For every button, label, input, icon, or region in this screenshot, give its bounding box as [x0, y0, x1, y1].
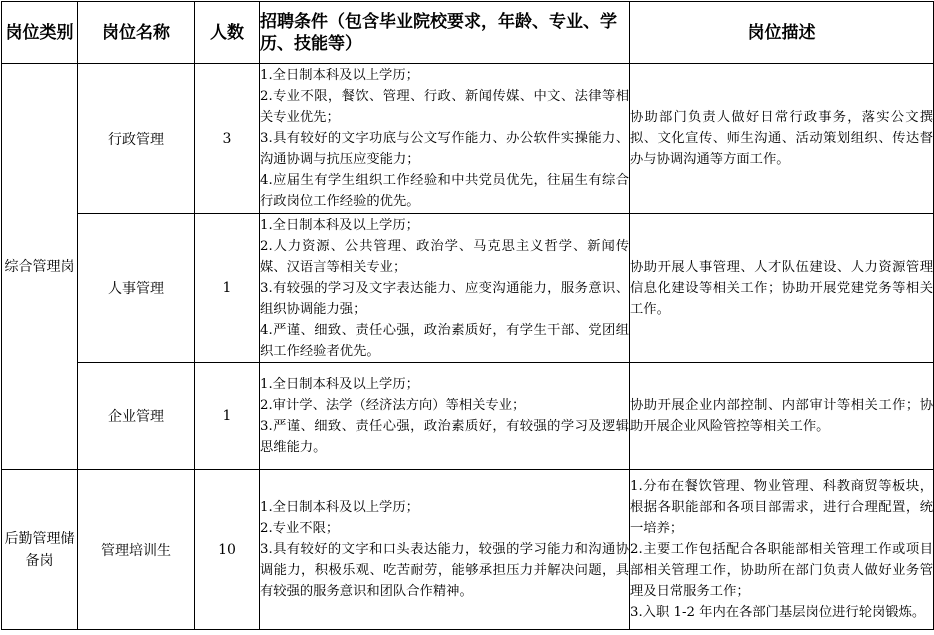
recruitment-table	[1, 1, 934, 630]
header-row	[2, 2, 934, 64]
category-cell: 综合管理岗	[2, 64, 78, 470]
requirement-item: 3.严谨、细致、责任心强，政治素质好，有较强的学习及逻辑思维能力。	[260, 419, 629, 455]
description-item: 1.分布在餐饮管理、物业管理、科教商贸等板块，根据各职能部和各项目部需求，进行合理配置，统一培养；	[630, 479, 933, 536]
header-category: 岗位类别	[2, 2, 78, 64]
category-cell: 后勤管理储备岗	[2, 470, 78, 630]
table-row	[2, 470, 934, 630]
requirement-item: 1.全日制本科及以上学历；	[260, 68, 419, 83]
requirement-item: 2.人力资源、公共管理、政治学、马克思主义哲学、新闻传媒、汉语言等相关专业；	[260, 238, 629, 275]
position-name: 人事管理	[78, 214, 195, 363]
headcount: 1	[195, 363, 260, 470]
requirement-item: 1.全日制本科及以上学历；	[260, 217, 419, 233]
description-item: 协助开展人事管理、人才队伍建设、人力资源管理信息化建设等相关工作；协助开展党建党务等相关工作。	[630, 259, 933, 317]
requirement-item: 2.专业不限；	[260, 521, 340, 536]
header-position: 岗位名称	[78, 2, 195, 64]
requirement-item: 1.全日制本科及以上学历；	[260, 500, 419, 515]
position-name: 企业管理	[78, 363, 195, 470]
requirements-cell	[260, 363, 630, 470]
description-item: 2.主要工作包括配合各职能部相关管理工作或项目部相关管理工作，协助所在部门负责人做好业务管理及日常服务工作；	[630, 542, 933, 599]
header-count: 人数	[195, 2, 260, 64]
description-cell	[630, 470, 934, 630]
description-item: 3.入职 1-2 年内在各部门基层岗位进行轮岗锻炼。	[630, 605, 926, 620]
position-name: 行政管理	[78, 64, 195, 214]
requirements-cell	[260, 470, 630, 630]
requirement-item: 3.有较强的学习及文字表达能力、应变沟通能力，服务意识、组织协调能力强；	[260, 280, 629, 317]
headcount: 3	[195, 64, 260, 214]
description-item: 协助开展企业内部控制、内部审计等相关工作；协助开展企业风险管控等相关工作。	[630, 398, 933, 434]
description-cell	[630, 64, 934, 214]
description-cell	[630, 363, 934, 470]
table-row	[2, 363, 934, 470]
requirement-item: 2.专业不限，餐饮、管理、行政、新闻传媒、中文、法律等相关专业优先；	[260, 89, 629, 125]
requirement-item: 3.具有较好的文字和口头表达能力，较强的学习能力和沟通协调能力，积极乐观、吃苦耐劳，能够承担压力并解决问题，具有较强的服务意识和团队合作精神。	[260, 542, 629, 599]
position-name: 管理培训生	[78, 470, 195, 630]
requirement-item: 4.严谨、细致、责任心强，政治素质好，有学生干部、党团组织工作经验者优先。	[260, 322, 629, 359]
requirement-item: 4.应届生有学生组织工作经验和中共党员优先，往届生有综合行政岗位工作经验的优先。	[260, 173, 629, 209]
requirement-item: 1.全日制本科及以上学历；	[260, 377, 419, 392]
description-item: 协助部门负责人做好日常行政事务，落实公文撰拟、文化宣传、师生沟通、活动策划组织、传达督办与协调沟通等方面工作。	[630, 110, 933, 167]
headcount: 10	[195, 470, 260, 630]
requirement-item: 2.审计学、法学（经济法方向）等相关专业；	[260, 398, 526, 413]
header-requirements: 招聘条件（包含毕业院校要求，年龄、专业、学历、技能等）	[260, 2, 630, 64]
headcount: 1	[195, 214, 260, 363]
requirement-item: 3.具有较好的文字功底与公文写作能力、办公软件实操能力、沟通协调与抗压应变能力；	[260, 131, 629, 167]
table-row	[2, 64, 934, 214]
header-description: 岗位描述	[630, 2, 934, 64]
requirements-cell	[260, 214, 630, 363]
requirements-cell	[260, 64, 630, 214]
table-row	[2, 214, 934, 363]
description-cell	[630, 214, 934, 363]
